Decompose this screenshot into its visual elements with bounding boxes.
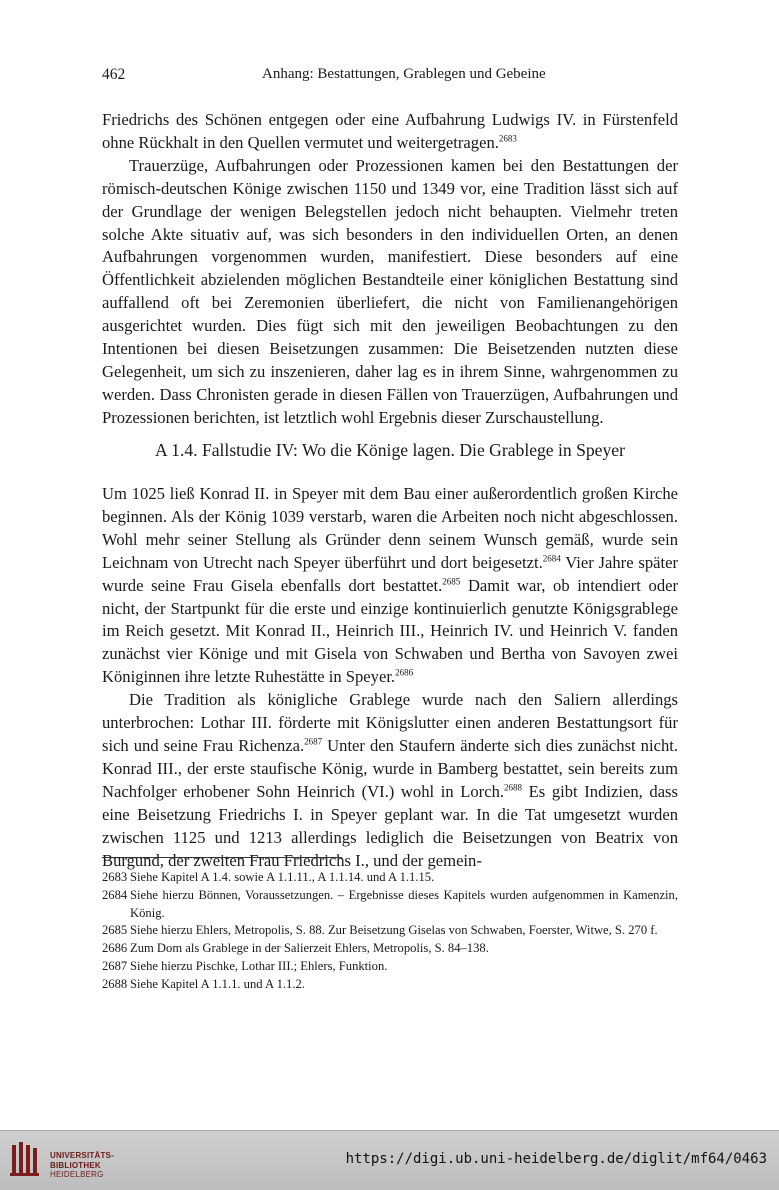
logo-line: HEIDELBERG bbox=[50, 1170, 104, 1179]
paragraph bbox=[102, 689, 678, 872]
footnote-number: 2684 bbox=[102, 887, 128, 902]
paragraph-text: Friedrichs des Schönen entgegen oder eine Aufbahrung Ludwigs IV. in Fürstenfeld ohne Rückhalt in den Quellen vermutet und weitergetragen. bbox=[102, 110, 678, 152]
running-title: Anhang: Bestattungen, Grablegen und Gebeine bbox=[262, 66, 546, 82]
footnote-ref[interactable]: 2683 bbox=[498, 133, 517, 144]
body-text-block-1 bbox=[102, 109, 678, 430]
page-number: 462 bbox=[102, 66, 126, 83]
footnote-ref[interactable]: 2684 bbox=[542, 553, 561, 564]
paragraph-text: Die Tradition als königliche Grablege wurde nach den Saliern allerdings unterbrochen: Lothar III. förderte mit Königslutter einen anderen Bestattungsort für sich und seine Frau Richenza. bbox=[102, 690, 678, 755]
paragraph-text: Damit war, ob intendiert oder nicht, der Startpunkt für die erste und einzige kontinuierlich genutzte Königsgrablege im Reich gesetzt. Mit Konrad II., Heinrich III., Heinrich IV. und Heinrich V. fanden zunächst vier Könige und mit Gisela von Schwaben und Bertha von Savoyen zwei Königinnen ihre letzte Ruhestätte in Speyer. bbox=[102, 575, 679, 687]
footnote-ref[interactable]: 2686 bbox=[395, 667, 414, 678]
body-text-block-2 bbox=[102, 483, 678, 872]
footnote-text: Siehe hierzu Pischke, Lothar III.; Ehlers, Funktion. bbox=[130, 958, 388, 973]
paragraph bbox=[102, 483, 678, 689]
footnote-text: Siehe Kapitel A 1.1.1. und A 1.1.2. bbox=[130, 976, 305, 991]
footnote-text: Zum Dom als Grablege in der Salierzeit Ehlers, Metropolis, S. 84–138. bbox=[130, 941, 489, 956]
logo-line: BIBLIOTHEK bbox=[50, 1160, 101, 1170]
footnote-number: 2687 bbox=[102, 958, 128, 973]
paragraph-continued bbox=[102, 109, 678, 155]
footnote bbox=[102, 869, 678, 887]
footnote bbox=[102, 887, 678, 923]
library-logo[interactable] bbox=[8, 1139, 118, 1179]
permalink-url[interactable]: https://digi.ub.uni-heidelberg.de/diglit/mf64/0463 bbox=[345, 1151, 767, 1167]
footnote-ref[interactable]: 2685 bbox=[442, 576, 461, 587]
footnote-text: Siehe hierzu Bönnen, Voraussetzungen. – Ergebnisse dieses Kapitels wurden aufgenommen in Kamenzin, König. bbox=[130, 887, 678, 920]
paragraph-text: Um 1025 ließ Konrad II. in Speyer mit dem Bau einer außerordentlich großen Kirche beginnen. Als der König 1039 verstarb, waren die Arbeiten noch nicht abgeschlossen. Wohl mehr seiner Stellung als Gründer denn seinem Wunsch gemäß, wurde sein Leichnam von Utrecht nach Speyer überführt und dort beigesetzt. bbox=[102, 484, 678, 572]
paragraph: Trauerzüge, Aufbahrungen oder Prozessionen kamen bei den Bestattungen der römisch-deutschen Könige zwischen 1150 und 1349 vor, eine Tradition lässt sich auf der Grundlage der wenigen Belegstellen jedoch nicht behaupten. Vielmehr treten solche Akte situativ auf, was sich besonders in den individuellen Orten, an denen Aufbahrungen vorgenommen wurden, manifestiert. Diese besonders auf eine Öffentlichkeit abzielenden möglichen Bestandteile einer königlichen Bestattung sind auffallend oft bei Zeremonien überliefert, die nicht von Familienangehörigen ausgerichtet wurden. Dies fügt sich mit den jeweiligen Beobachtungen zu den Intentionen bei diesen Beisetzungen zusammen: Die Beisetzenden nutzten diese Gelegenheit, um sich zu inszenieren, daher lag es in ihrem Sinne, wahrgenommen zu werden. Dass Chronisten gerade in diesen Fällen von Trauerzügen, Aufbahrungen und Prozessionen berichten, ist letztlich wohl Ergebnis dieser Zurschaustellung. bbox=[102, 155, 678, 427]
footnote-ref[interactable]: 2687 bbox=[304, 736, 323, 747]
footnote-text: Siehe Kapitel A 1.4. sowie A 1.1.11., A 1.1.14. und A 1.1.15. bbox=[130, 870, 435, 884]
footnotes bbox=[102, 869, 678, 994]
library-emblem-icon bbox=[8, 1139, 42, 1179]
logo-line: UNIVERSITÄTS- bbox=[50, 1151, 114, 1160]
footnote-ref[interactable]: 2688 bbox=[504, 782, 523, 793]
viewer-footer bbox=[0, 1130, 779, 1190]
library-name bbox=[50, 1151, 114, 1180]
footnote-number: 2686 bbox=[102, 941, 128, 956]
paragraph-text: Unter den Staufern änderte sich dies zunächst nicht. Konrad III., der erste staufische König, wurde in Bamberg bestattet, sein bereits zum Nachfolger erhobener Sohn Heinrich (VI.) wohl in Lorch. bbox=[102, 735, 679, 801]
paragraph-text: Es gibt Indizien, dass eine Beisetzung Friedrichs I. in Speyer geplant war. In die Tat umgesetzt wurden zwischen 1125 und 1213 allerdings lediglich die Beisetzungen von Beatrix von Burgund, der zweiten Frau Friedrichs I., und der gemein- bbox=[102, 781, 678, 870]
footnote bbox=[102, 976, 678, 994]
footnote-number: 2683 bbox=[102, 870, 128, 884]
footnote bbox=[102, 940, 678, 958]
footnote bbox=[102, 922, 678, 940]
footnote-text: Siehe hierzu Ehlers, Metropolis, S. 88. Zur Beisetzung Giselas von Schwaben, Foerster, Witwe, S. 270 f. bbox=[130, 923, 658, 938]
footnote-divider bbox=[102, 857, 342, 858]
section-heading: A 1.4. Fallstudie IV: Wo die Könige lagen. Die Grablege in Speyer bbox=[155, 440, 625, 460]
footnote-number: 2685 bbox=[102, 923, 128, 938]
paragraph-text: Vier Jahre später wurde seine Frau Gisela ebenfalls dort bestattet. bbox=[102, 552, 679, 595]
footnote-number: 2688 bbox=[102, 976, 128, 991]
footnote bbox=[102, 958, 678, 976]
